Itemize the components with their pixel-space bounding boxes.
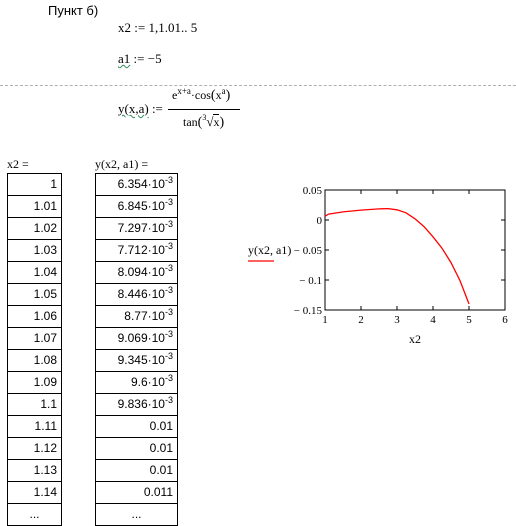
y-cell: $6.845\cdot 10^{-3}$	[96, 196, 178, 218]
range-definition[interactable]	[118, 20, 197, 36]
y-tick-label: − 0.15	[293, 305, 322, 317]
function-denominator: tan($^3$√x)	[183, 113, 225, 130]
table-row	[8, 416, 62, 438]
param-definition[interactable]	[118, 51, 162, 67]
plot-region[interactable]	[240, 180, 510, 350]
cos-arg-exp: a	[221, 86, 226, 96]
y-cell: 0.01	[96, 460, 178, 482]
table-y-label: y(x2, a1) =	[95, 157, 149, 171]
table-row	[96, 438, 178, 460]
table-row	[8, 284, 62, 306]
y-tick-label: − 0.05	[293, 245, 322, 257]
x-cell: 1.12	[8, 438, 62, 460]
table-row	[8, 394, 62, 416]
assign-operator: :=	[134, 20, 146, 35]
x-cell: 1.06	[8, 306, 62, 328]
x-cell: 1.02	[8, 218, 62, 240]
x-cell: 1.1	[8, 394, 62, 416]
y-tick-label: 0	[316, 215, 322, 227]
assign-operator: :=	[133, 51, 145, 66]
table-row	[8, 482, 62, 504]
table-x-label: x2 =	[7, 157, 29, 171]
y-tick-label: − 0.1	[299, 275, 322, 287]
table-x-values[interactable]	[7, 173, 62, 526]
table-row	[8, 218, 62, 240]
multiply-dot: ·	[190, 88, 195, 102]
exp-base: e	[172, 88, 178, 102]
section-label: Пункт б)	[48, 3, 99, 18]
x-cell: 1.01	[8, 196, 62, 218]
x-tick-label: 4	[430, 314, 436, 326]
x-cell: 1.08	[8, 350, 62, 372]
y-cell: 0.01	[96, 416, 178, 438]
x-tick-label: 6	[502, 314, 508, 326]
exp-exponent: x+a	[177, 86, 191, 96]
y-cell: $8.446\cdot 10^{-3}$	[96, 284, 178, 306]
y-tick-label: 0.05	[302, 185, 322, 197]
function-numerator: $e^{x+a}\cdot\cos(x^a)$	[172, 86, 231, 103]
y-cell: $7.712\cdot 10^{-3}$	[96, 240, 178, 262]
series-line	[325, 209, 469, 304]
table-row	[8, 328, 62, 350]
table-row	[96, 262, 178, 284]
x-cell: 1.11	[8, 416, 62, 438]
assign-operator: :=	[151, 101, 163, 116]
y-cell: $7.297\cdot 10^{-3}$	[96, 218, 178, 240]
y-cell: $8.77\cdot 10^{-3}$	[96, 306, 178, 328]
range-variable: x2	[118, 20, 131, 35]
cos-arg-base: x	[215, 88, 222, 102]
table-row	[8, 460, 62, 482]
x-cell: 1.04	[8, 262, 62, 284]
table-row	[8, 262, 62, 284]
table-row	[8, 174, 62, 196]
table-row	[96, 394, 178, 416]
plot-frame	[325, 190, 505, 310]
y-cell: $8.094\cdot 10^{-3}$	[96, 262, 178, 284]
x-cell: 1	[8, 174, 62, 196]
table-row	[8, 350, 62, 372]
table-row	[8, 438, 62, 460]
y-cell: $9.6\cdot 10^{-3}$	[96, 372, 178, 394]
table-row	[96, 328, 178, 350]
function-definition[interactable]	[118, 101, 163, 117]
table-y-values[interactable]	[95, 173, 178, 526]
y-cell: $9.069\cdot 10^{-3}$	[96, 328, 178, 350]
y-cell: $9.836\cdot 10^{-3}$	[96, 394, 178, 416]
table-row	[8, 240, 62, 262]
x-axis-label: x2	[409, 332, 421, 346]
x-tick-label: 2	[358, 314, 364, 326]
x-tick-label: 5	[466, 314, 472, 326]
x-cell: 1.07	[8, 328, 62, 350]
table-row	[96, 460, 178, 482]
y-cell: $9.345\cdot 10^{-3}$	[96, 350, 178, 372]
table-row	[96, 482, 178, 504]
table-row	[96, 350, 178, 372]
table-row	[8, 372, 62, 394]
table-row	[96, 306, 178, 328]
x-tick-label: 1	[322, 314, 328, 326]
root-argument: x	[213, 115, 220, 129]
y-cell: ...	[96, 504, 178, 526]
x-cell: 1.14	[8, 482, 62, 504]
x-cell: ...	[8, 504, 62, 526]
x-tick-label: 3	[394, 314, 400, 326]
function-lhs: y(x,a)	[118, 101, 149, 116]
param-value: −5	[147, 51, 162, 66]
table-row	[8, 196, 62, 218]
table-row	[96, 284, 178, 306]
tan-function: tan	[183, 115, 198, 129]
table-row	[96, 372, 178, 394]
y-cell: 0.01	[96, 438, 178, 460]
table-row	[96, 196, 178, 218]
table-row	[96, 240, 178, 262]
x-cell: 1.05	[8, 284, 62, 306]
cos-function: cos	[194, 88, 211, 102]
range-value: 1,1.01.. 5	[148, 20, 198, 35]
fraction-bar	[168, 109, 240, 110]
y-axis-label: y(x2, a1)	[248, 243, 292, 257]
table-row	[96, 218, 178, 240]
y-cell: $6.354\cdot 10^{-3}$	[96, 174, 178, 196]
param-variable: a1	[118, 51, 131, 66]
x-cell: 1.09	[8, 372, 62, 394]
table-row	[96, 174, 178, 196]
table-row	[8, 306, 62, 328]
region-divider	[0, 85, 516, 86]
x-cell: 1.13	[8, 460, 62, 482]
y-cell: 0.011	[96, 482, 178, 504]
root-index: 3	[202, 113, 207, 122]
x-cell: 1.03	[8, 240, 62, 262]
table-row	[96, 416, 178, 438]
